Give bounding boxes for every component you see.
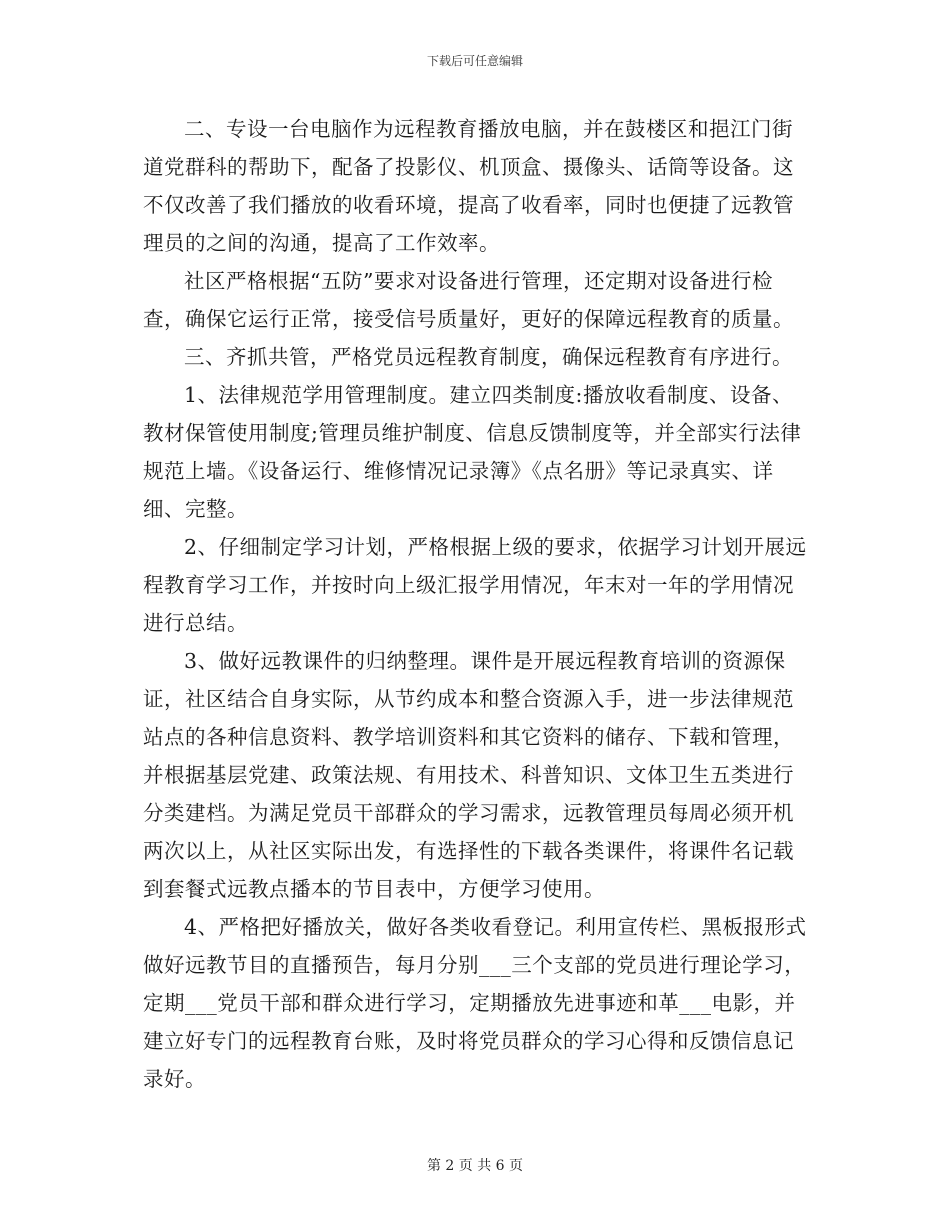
paragraph-equipment: 二、专设一台电脑作为远程教育播放电脑，并在鼓楼区和挹江门街道党群科的帮助下，配备了投影仪、机顶盒、摄像头、话筒等设备。这不仅改善了我们播放的收看环境，提高了收看率，同时也便捷了远教管理员的之间的沟通，提高了工作效率。 — [143, 117, 794, 255]
paragraph-management: 社区严格根据“五防”要求对设备进行管理，还定期对设备进行检查，确保它运行正常，接受信号质量好，更好的保障远程教育的质量。 — [143, 269, 794, 331]
paragraph-item-4: 4、严格把好播放关，做好各类收看登记。利用宣传栏、黑板报形式做好远教节目的直播预告，每月分别___三个支部的党员进行理论学习，定期___党员干部和群众进行学习，定期播放先进事迹和革___电影，并建立好专门的远程教育台账，及时将党员群众的学习心得和反馈信息记录好。 — [143, 915, 807, 1091]
paragraph-item-1: 1、法律规范学用管理制度。建立四类制度:播放收看制度、设备、教材保管使用制度;管理员维护制度、信息反馈制度等，并全部实行法律规范上墙。《设备运行、维修情况记录簿》《点名册》等记录真实、详细、完整。 — [143, 383, 802, 521]
paragraph-item-3: 3、做好远教课件的归纳整理。课件是开展远程教育培训的资源保证，社区结合自身实际，从节约成本和整合资源入手，进一步法律规范站点的各种信息资料、教学培训资料和其它资料的储存、下载和管理，并根据基层党建、政策法规、有用技术、科普知识、文体卫生五类进行分类建档。为满足党员干部群众的学习需求，远教管理员每周必须开机两次以上，从社区实际出发，有选择性的下载各类课件，将课件名记载到套餐式远教点播本的节目表中，方便学习使用。 — [143, 649, 794, 901]
document-body — [143, 110, 811, 1098]
page-footer: 第 2 页 共 6 页 — [426, 1158, 524, 1174]
page-header: 下载后可任意编辑 — [426, 54, 523, 68]
paragraph-section-three: 三、齐抓共管，严格党员远程教育制度，确保远程教育有序进行。 — [184, 345, 793, 369]
paragraph-item-2: 2、仔细制定学习计划，严格根据上级的要求，依据学习计划开展远程教育学习工作，并按时向上级汇报学用情况，年末对一年的学用情况进行总结。 — [143, 535, 807, 635]
